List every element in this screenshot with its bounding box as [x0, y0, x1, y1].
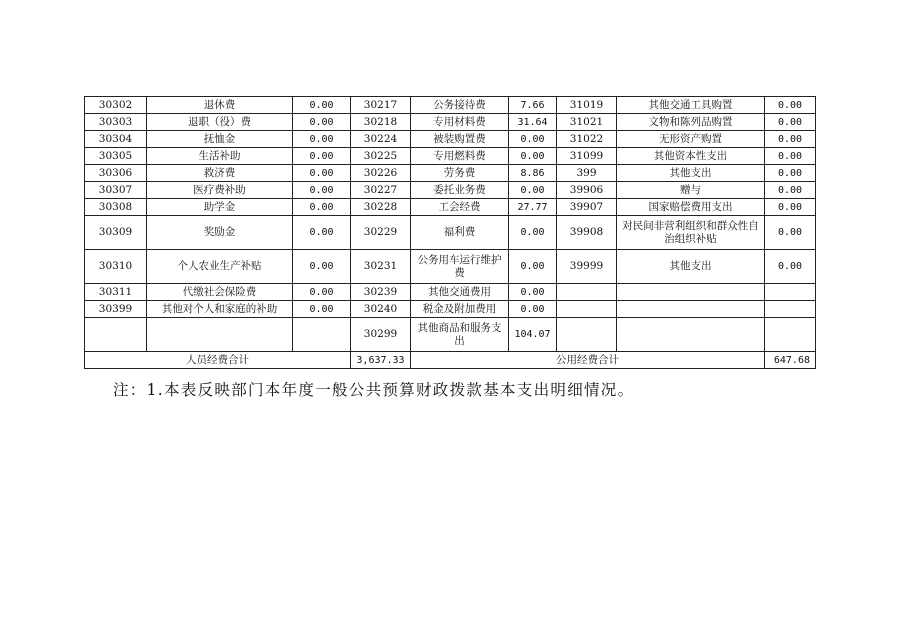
- table-row: [85, 284, 816, 301]
- table-body: [85, 97, 816, 369]
- cell-item-name: 奖励金: [147, 216, 293, 250]
- cell-amount: 0.00: [293, 97, 351, 114]
- cell-econ-code: 39999: [557, 250, 617, 284]
- table-row: [85, 216, 816, 250]
- cell-amount: 0.00: [509, 131, 557, 148]
- cell-item-name: 其他支出: [617, 165, 765, 182]
- cell-amount: [765, 318, 816, 352]
- cell-amount: 0.00: [293, 114, 351, 131]
- cell-amount: 7.66: [509, 97, 557, 114]
- personnel-total-value: 3,637.33: [351, 352, 411, 369]
- cell-econ-code: 30309: [85, 216, 147, 250]
- cell-amount: 0.00: [293, 284, 351, 301]
- cell-item-name: 劳务费: [411, 165, 509, 182]
- cell-econ-code: 30305: [85, 148, 147, 165]
- cell-econ-code: 399: [557, 165, 617, 182]
- cell-amount: 0.00: [765, 148, 816, 165]
- cell-econ-code: 31099: [557, 148, 617, 165]
- cell-amount: 104.07: [509, 318, 557, 352]
- cell-item-name: 退休费: [147, 97, 293, 114]
- cell-item-name: 公务接待费: [411, 97, 509, 114]
- cell-item-name: [617, 301, 765, 318]
- table-row: [85, 250, 816, 284]
- cell-item-name: 其他资本性支出: [617, 148, 765, 165]
- cell-item-name: 专用材料费: [411, 114, 509, 131]
- cell-amount: 0.00: [765, 250, 816, 284]
- cell-amount: 0.00: [765, 199, 816, 216]
- cell-item-name: 助学金: [147, 199, 293, 216]
- cell-econ-code: 30231: [351, 250, 411, 284]
- public-total-label: 公用经费合计: [411, 352, 765, 369]
- cell-amount: 0.00: [509, 148, 557, 165]
- cell-amount: 0.00: [293, 301, 351, 318]
- cell-econ-code: 30218: [351, 114, 411, 131]
- cell-item-name: 其他交通费用: [411, 284, 509, 301]
- cell-econ-code: 30229: [351, 216, 411, 250]
- cell-econ-code: 30239: [351, 284, 411, 301]
- table-row: [85, 131, 816, 148]
- expenditure-detail-table: [84, 96, 816, 369]
- cell-econ-code: 30399: [85, 301, 147, 318]
- public-total-value: 647.68: [765, 352, 816, 369]
- cell-item-name: 赠与: [617, 182, 765, 199]
- cell-item-name: 其他支出: [617, 250, 765, 284]
- cell-econ-code: 30226: [351, 165, 411, 182]
- cell-amount: 0.00: [509, 182, 557, 199]
- cell-amount: 0.00: [765, 165, 816, 182]
- cell-amount: 0.00: [293, 131, 351, 148]
- table-row: [85, 148, 816, 165]
- cell-amount: 0.00: [293, 182, 351, 199]
- cell-econ-code: 30307: [85, 182, 147, 199]
- cell-item-name: 退职（役）费: [147, 114, 293, 131]
- cell-item-name: [617, 318, 765, 352]
- cell-econ-code: 30299: [351, 318, 411, 352]
- cell-econ-code: 30227: [351, 182, 411, 199]
- personnel-total-label: 人员经费合计: [85, 352, 351, 369]
- cell-econ-code: [557, 284, 617, 301]
- cell-item-name: 救济费: [147, 165, 293, 182]
- cell-item-name: 委托业务费: [411, 182, 509, 199]
- cell-amount: 27.77: [509, 199, 557, 216]
- cell-item-name: 税金及附加费用: [411, 301, 509, 318]
- cell-amount: 0.00: [765, 114, 816, 131]
- cell-amount: 31.64: [509, 114, 557, 131]
- cell-amount: 0.00: [293, 250, 351, 284]
- cell-item-name: [617, 284, 765, 301]
- cell-econ-code: 39907: [557, 199, 617, 216]
- cell-econ-code: 39906: [557, 182, 617, 199]
- cell-item-name: 对民间非营利组织和群众性自治组织补贴: [617, 216, 765, 250]
- cell-amount: 0.00: [293, 148, 351, 165]
- cell-econ-code: 31021: [557, 114, 617, 131]
- cell-econ-code: [85, 318, 147, 352]
- cell-econ-code: 30304: [85, 131, 147, 148]
- cell-item-name: 其他交通工具购置: [617, 97, 765, 114]
- cell-item-name: 个人农业生产补贴: [147, 250, 293, 284]
- cell-item-name: 被装购置费: [411, 131, 509, 148]
- cell-econ-code: [557, 318, 617, 352]
- cell-amount: 0.00: [509, 250, 557, 284]
- cell-econ-code: 39908: [557, 216, 617, 250]
- cell-item-name: 其他商品和服务支出: [411, 318, 509, 352]
- table-row: [85, 199, 816, 216]
- cell-amount: 8.86: [509, 165, 557, 182]
- cell-item-name: 其他对个人和家庭的补助: [147, 301, 293, 318]
- cell-item-name: 国家赔偿费用支出: [617, 199, 765, 216]
- cell-econ-code: 31022: [557, 131, 617, 148]
- table-footnote: 注：1.本表反映部门本年度一般公共预算财政拨款基本支出明细情况。: [113, 381, 635, 399]
- cell-econ-code: 30311: [85, 284, 147, 301]
- cell-item-name: 生活补助: [147, 148, 293, 165]
- cell-econ-code: 30225: [351, 148, 411, 165]
- cell-amount: 0.00: [293, 199, 351, 216]
- cell-item-name: 工会经费: [411, 199, 509, 216]
- cell-amount: 0.00: [509, 216, 557, 250]
- cell-econ-code: 30228: [351, 199, 411, 216]
- cell-econ-code: 30303: [85, 114, 147, 131]
- table-row: [85, 114, 816, 131]
- cell-item-name: 专用燃料费: [411, 148, 509, 165]
- cell-econ-code: 30310: [85, 250, 147, 284]
- cell-item-name: [147, 318, 293, 352]
- cell-econ-code: [557, 301, 617, 318]
- cell-item-name: 抚恤金: [147, 131, 293, 148]
- cell-amount: 0.00: [509, 301, 557, 318]
- cell-item-name: 医疗费补助: [147, 182, 293, 199]
- table-row: [85, 301, 816, 318]
- cell-econ-code: 30308: [85, 199, 147, 216]
- cell-item-name: 代缴社会保险费: [147, 284, 293, 301]
- totals-row: [85, 352, 816, 369]
- table-row: [85, 97, 816, 114]
- cell-item-name: 文物和陈列品购置: [617, 114, 765, 131]
- cell-item-name: 公务用车运行维护费: [411, 250, 509, 284]
- table-row: [85, 165, 816, 182]
- table-row: [85, 318, 816, 352]
- cell-econ-code: 30302: [85, 97, 147, 114]
- cell-amount: 0.00: [293, 165, 351, 182]
- cell-amount: 0.00: [765, 182, 816, 199]
- cell-amount: [765, 301, 816, 318]
- cell-amount: [765, 284, 816, 301]
- cell-econ-code: 31019: [557, 97, 617, 114]
- cell-amount: 0.00: [765, 216, 816, 250]
- cell-econ-code: 30224: [351, 131, 411, 148]
- cell-item-name: 福利费: [411, 216, 509, 250]
- cell-amount: 0.00: [765, 131, 816, 148]
- cell-amount: 0.00: [293, 216, 351, 250]
- cell-amount: [293, 318, 351, 352]
- cell-item-name: 无形资产购置: [617, 131, 765, 148]
- cell-econ-code: 30217: [351, 97, 411, 114]
- cell-econ-code: 30306: [85, 165, 147, 182]
- cell-amount: 0.00: [509, 284, 557, 301]
- cell-econ-code: 30240: [351, 301, 411, 318]
- table-row: [85, 182, 816, 199]
- cell-amount: 0.00: [765, 97, 816, 114]
